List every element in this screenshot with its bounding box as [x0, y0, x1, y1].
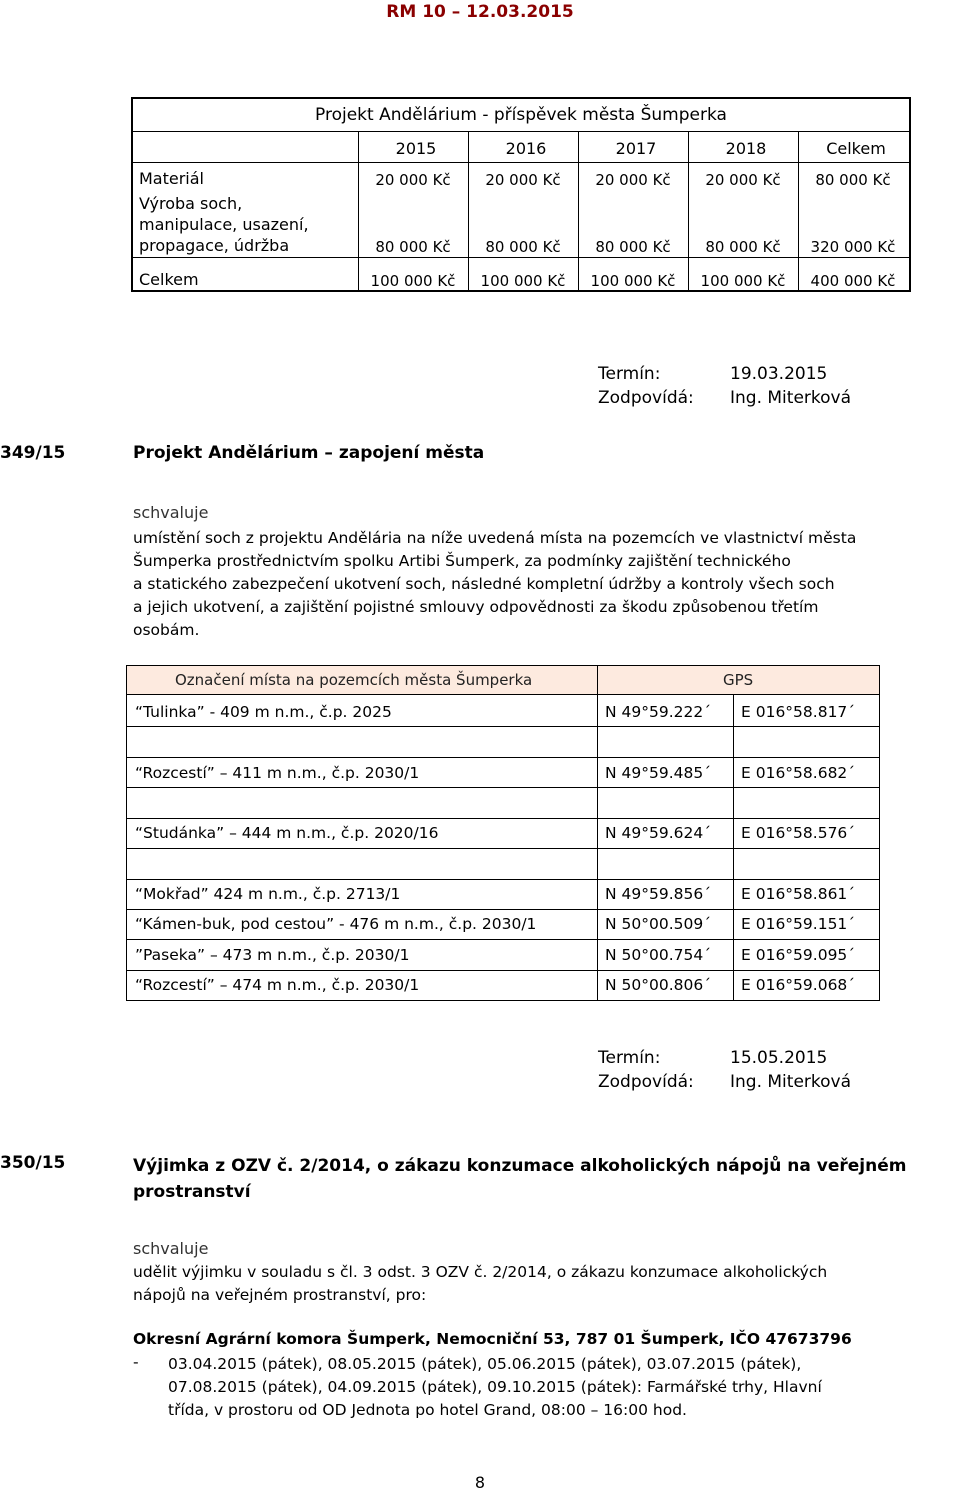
resolution-verb: schvaluje — [133, 1239, 209, 1258]
table-divider — [127, 909, 879, 910]
termin-block — [0, 364, 960, 414]
year-header: 2018 — [725, 139, 767, 158]
title-line: Výjimka z OZV č. 2/2014, o zákazu konzumace alkoholických nápojů na veřejném — [133, 1156, 907, 1176]
gps-north: N 50°00.754´ — [605, 946, 711, 964]
budget-cell: 100 000 Kč — [590, 272, 676, 290]
header-gps: GPS — [723, 671, 754, 689]
table-divider — [127, 848, 879, 849]
table-divider — [597, 666, 598, 1000]
year-header: 2016 — [505, 139, 547, 158]
gps-east: E 016°59.095´ — [741, 946, 856, 964]
header-place-cell — [127, 666, 597, 695]
page-number: 8 — [474, 1473, 486, 1492]
year-header: 2015 — [395, 139, 437, 158]
budget-cell: 80 000 Kč — [705, 238, 781, 256]
header-place: Označení místa na pozemcích města Šumperka — [175, 671, 533, 689]
table-divider — [127, 787, 879, 788]
gps-east: E 016°58.817´ — [741, 703, 856, 721]
gps-north: N 50°00.806´ — [605, 976, 711, 994]
resolution-text — [133, 527, 955, 642]
row-label: propagace, údržba — [139, 236, 290, 255]
row-label: manipulace, usazení, — [139, 215, 309, 234]
budget-cell: 20 000 Kč — [705, 171, 781, 189]
location-place: “Rozcestí” – 411 m n.m., č.p. 2030/1 — [135, 764, 420, 782]
page-header: RM 10 – 12.03.2015 — [386, 2, 574, 22]
list-dash: - — [133, 1353, 139, 1371]
budget-cell: 100 000 Kč — [700, 272, 786, 290]
organization: Okresní Agrární komora Šumperk, Nemocniční 53, 787 01 Šumperk, IČO 47673796 — [133, 1330, 852, 1348]
table-divider — [133, 131, 909, 132]
budget-cell: 80 000 Kč — [595, 238, 671, 256]
location-place: “Rozcestí” – 474 m n.m., č.p. 2030/1 — [135, 976, 420, 994]
title-line: prostranství — [133, 1182, 251, 1202]
text-line: udělit výjimku v souladu s čl. 3 odst. 3 OZV č. 2/2014, o zákazu konzumace alkoholických — [133, 1263, 828, 1281]
table-divider — [358, 131, 359, 292]
responsible-label: Zodpovídá: — [598, 388, 694, 408]
table-divider — [127, 818, 879, 819]
text-line: Šumperka prostřednictvím spolku Artibi Šumperk, za podmínky zajištění technického — [133, 552, 791, 570]
text-line: třída, v prostoru od OD Jednota po hotel Grand, 08:00 – 16:00 hod. — [168, 1401, 687, 1419]
termin-block — [0, 1048, 960, 1098]
table-divider — [133, 162, 909, 163]
gps-north: N 49°59.485´ — [605, 764, 711, 782]
resolution-title — [133, 1153, 955, 1205]
resolution-verb: schvaluje — [133, 503, 209, 522]
budget-cell: 80 000 Kč — [815, 171, 891, 189]
gps-east: E 016°59.151´ — [741, 915, 856, 933]
resolution-number: 349/15 — [0, 443, 66, 463]
budget-cell: 20 000 Kč — [595, 171, 671, 189]
year-header: Celkem — [826, 139, 886, 158]
termin-date: 15.05.2015 — [730, 1048, 828, 1068]
gps-north: N 50°00.509´ — [605, 915, 711, 933]
budget-cell: 100 000 Kč — [370, 272, 456, 290]
resolution-number: 350/15 — [0, 1153, 66, 1173]
termin-date: 19.03.2015 — [730, 364, 828, 384]
location-place: “Studánka” – 444 m n.m., č.p. 2020/16 — [135, 824, 439, 842]
gps-east: E 016°58.576´ — [741, 824, 856, 842]
budget-cell: 20 000 Kč — [485, 171, 561, 189]
location-place: ”Paseka” – 473 m n.m., č.p. 2030/1 — [135, 946, 410, 964]
table-divider — [133, 257, 909, 258]
table-divider — [127, 970, 879, 971]
responsible-label: Zodpovídá: — [598, 1072, 694, 1092]
text-line: 03.04.2015 (pátek), 08.05.2015 (pátek), 05.06.2015 (pátek), 03.07.2015 (pátek), — [168, 1355, 802, 1373]
termin-label: Termín: — [598, 364, 661, 384]
budget-cell: 400 000 Kč — [810, 272, 896, 290]
responsible-name: Ing. Miterková — [730, 1072, 852, 1092]
row-label: Výroba soch, — [139, 194, 243, 213]
event-dates — [168, 1353, 955, 1422]
budget-table — [131, 97, 911, 292]
location-place: “Mokřad” 424 m n.m., č.p. 2713/1 — [135, 885, 401, 903]
budget-cell: 100 000 Kč — [480, 272, 566, 290]
row-label: Materiál — [139, 169, 204, 188]
text-line: osobám. — [133, 621, 200, 639]
locations-table — [126, 665, 880, 1001]
budget-cell: 80 000 Kč — [485, 238, 561, 256]
text-line: nápojů na veřejném prostranství, pro: — [133, 1286, 427, 1304]
gps-north: N 49°59.624´ — [605, 824, 711, 842]
table-divider — [127, 879, 879, 880]
table-divider — [127, 939, 879, 940]
budget-cell: 80 000 Kč — [375, 238, 451, 256]
budget-cell: 20 000 Kč — [375, 171, 451, 189]
location-place: “Kámen-buk, pod cestou” - 476 m n.m., č.p. 2030/1 — [135, 915, 537, 933]
resolution-text — [133, 1261, 955, 1307]
budget-cell: 320 000 Kč — [810, 238, 896, 256]
resolution-title: Projekt Andělárium – zapojení města — [133, 443, 485, 463]
year-header: 2017 — [615, 139, 657, 158]
text-line: a jejich ukotvení, a zajištění pojistné smlouvy odpovědnosti za škodu způsobenou třetím — [133, 598, 819, 616]
table-divider — [127, 726, 879, 727]
gps-north: N 49°59.222´ — [605, 703, 711, 721]
gps-east: E 016°59.068´ — [741, 976, 856, 994]
location-place: “Tulinka” - 409 m n.m., č.p. 2025 — [135, 703, 392, 721]
gps-east: E 016°58.682´ — [741, 764, 856, 782]
text-line: 07.08.2015 (pátek), 04.09.2015 (pátek), 09.10.2015 (pátek): Farmářské trhy, Hlavní — [168, 1378, 822, 1396]
row-label: Celkem — [139, 270, 199, 289]
table-divider — [127, 757, 879, 758]
text-line: umístění soch z projektu Andělária na níže uvedená místa na pozemcích ve vlastnictví města — [133, 529, 857, 547]
text-line: a statického zabezpečení ukotvení soch, následné kompletní údržby a kontroly všech soch — [133, 575, 835, 593]
responsible-name: Ing. Miterková — [730, 388, 852, 408]
budget-title: Projekt Andělárium - příspěvek města Šumperka — [315, 105, 727, 125]
termin-label: Termín: — [598, 1048, 661, 1068]
gps-east: E 016°58.861´ — [741, 885, 856, 903]
gps-north: N 49°59.856´ — [605, 885, 711, 903]
header-gps-cell — [597, 666, 879, 695]
